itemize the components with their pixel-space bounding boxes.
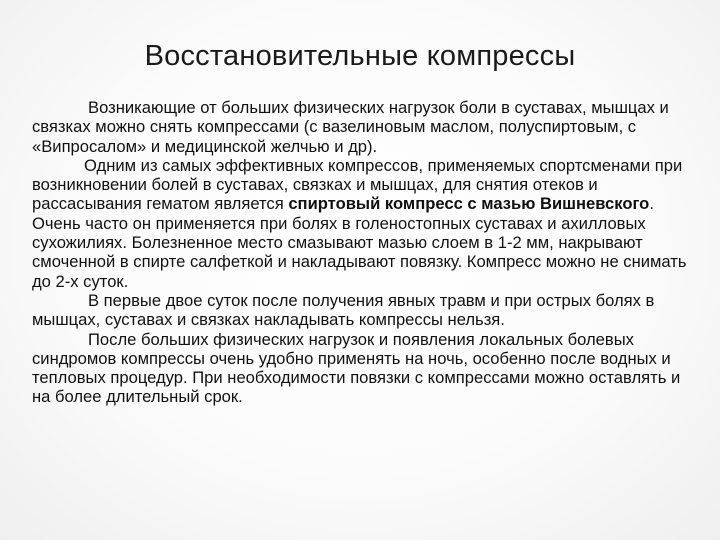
paragraph-compress-pain-relief: Возникающие от больших физических нагрузок боли в суставах, мышцах и связках можно снять компрессами (с вазелиновым маслом, полуспиртовым, с «Випросалом» и медицинской желчью и др). [32, 98, 669, 156]
slide-body [32, 98, 696, 407]
paragraph-text-after-bold: . Очень часто он применяется при болях в голеностопных суставах и ахилловых сухожилиях. Болезненное место смазывают мазью слоем в 1-2 мм, накрывают смоченной в спирте салфеткой и накладывают повязку. Компресс можно не снимать до 2-х суток. [32, 194, 687, 291]
paragraph-acute-injury-warning: В первые двое суток после получения явных травм и при острых болях в мышцах, суставах и связках накладывать компрессы нельзя. [32, 290, 655, 330]
slide-title: Восстановительные компрессы [144, 40, 576, 72]
paragraph-vishnevsky-compress [32, 156, 696, 291]
paragraph-text-before-bold: Одним из самых эффективных компрессов, применяемых спортсменами при возникновении болей в суставах, связках и мышцах, для снятия отеков и рассасывания гематом является [32, 155, 683, 214]
bold-term-vishnevsky-compress: спиртовый компресс с мазью Вишневского [288, 194, 650, 214]
paragraph-night-application: После больших физических нагрузок и появления локальных болевых синдромов компрессы очень удобно применять на ночь, особенно после водных и тепловых процедур. При необходимости повязки с компрессами можно оставлять и на более длительный срок. [32, 329, 681, 407]
